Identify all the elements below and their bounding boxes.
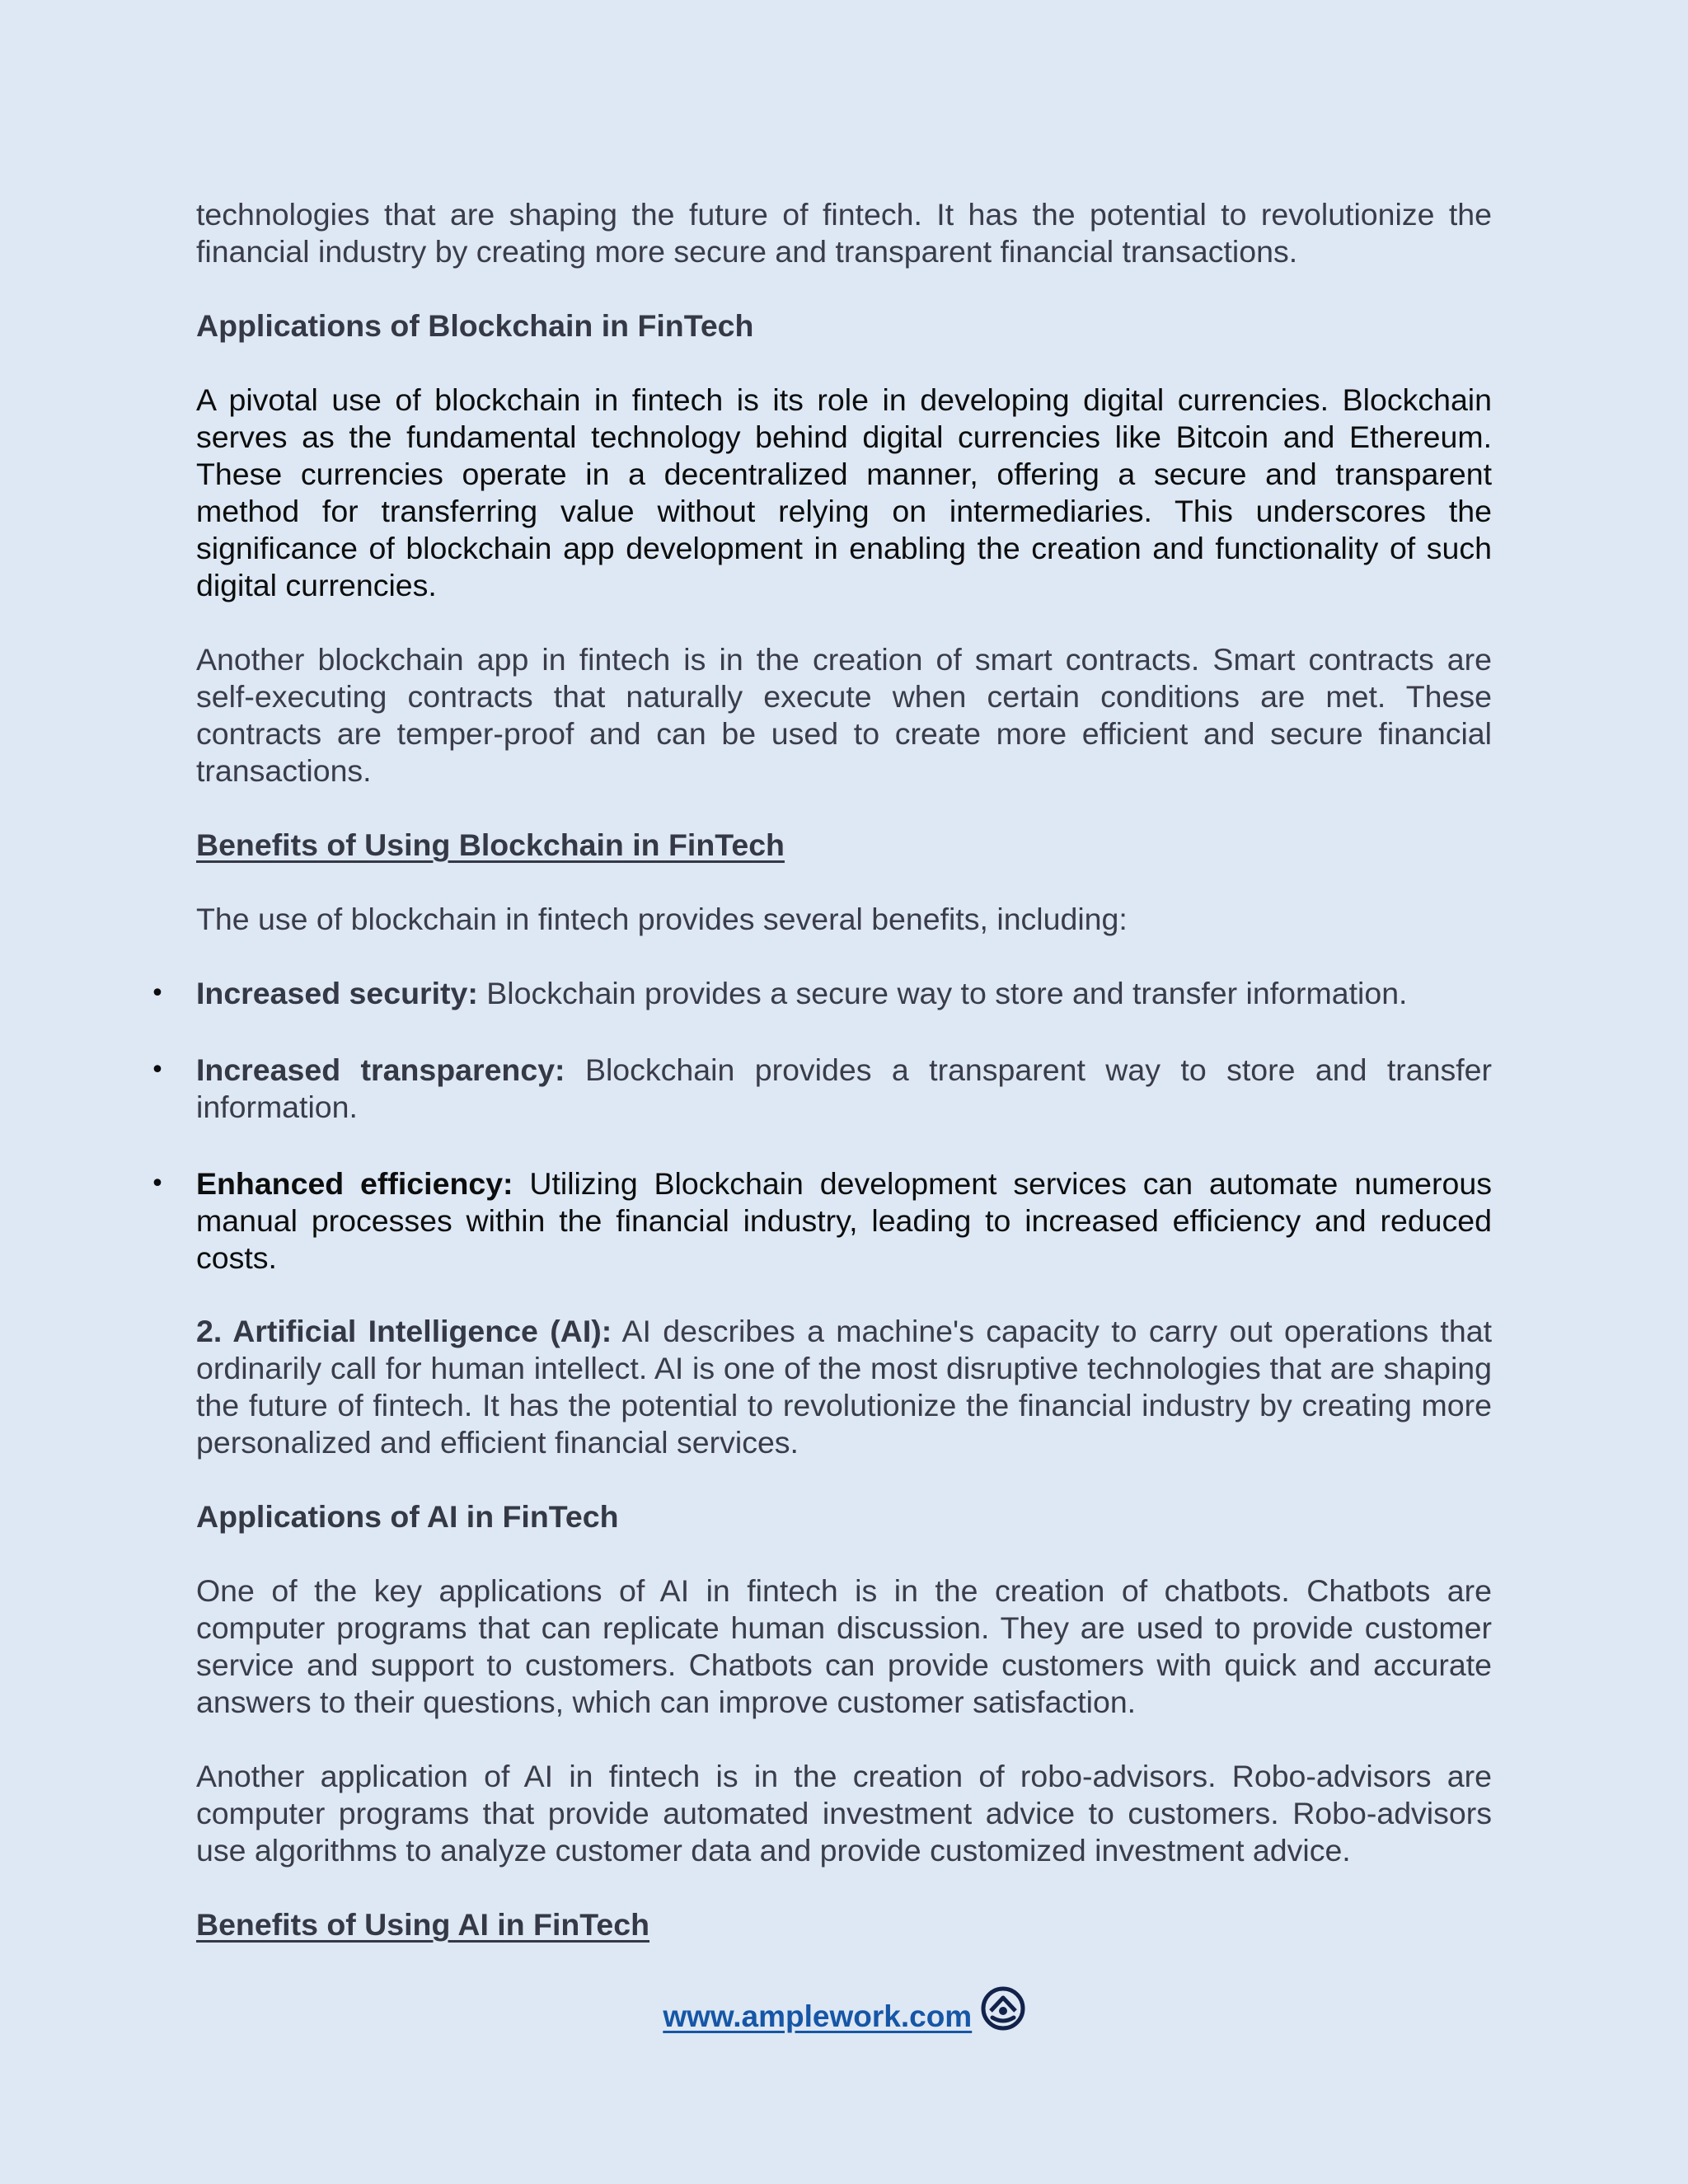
- benefit-text: Utilizing Blockchain development services can automate numerous manual processes within the financial industry, leading to increased efficiency and reduced costs.: [196, 1166, 1492, 1275]
- website-link[interactable]: www.amplework.com: [663, 1999, 973, 2033]
- benefit-text: Blockchain provides a transparent way to store and transfer information.: [196, 1052, 1492, 1124]
- ai-applications-heading: Applications of AI in FinTech: [196, 1499, 619, 1534]
- bullet-icon: •: [150, 979, 165, 1008]
- bullet-icon: •: [150, 1169, 165, 1198]
- ai-section-paragraph: [196, 1313, 1492, 1461]
- blockchain-applications-paragraph-2: Another blockchain app in fintech is in the creation of smart contracts. Smart contracts are self-executing contracts that naturally execute when certain conditions are met. These contracts are temper-proof and can be used to create more efficient and secure financial transactions.: [196, 642, 1492, 788]
- benefit-label: Enhanced efficiency:: [196, 1166, 513, 1201]
- page-footer: [0, 1994, 1688, 2039]
- blockchain-benefits-heading: Benefits of Using Blockchain in FinTech: [196, 827, 785, 862]
- list-item: [150, 1165, 1492, 1277]
- ai-benefits-heading: Benefits of Using AI in FinTech: [196, 1907, 650, 1942]
- bullet-icon: •: [150, 1056, 165, 1085]
- intro-paragraph: technologies that are shaping the future of fintech. It has the potential to revolutionize the financial industry by creating more secure and transparent financial transactions.: [196, 197, 1492, 269]
- blockchain-applications-heading: Applications of Blockchain in FinTech: [196, 308, 754, 343]
- list-item: [150, 1052, 1492, 1126]
- list-item: [150, 975, 1492, 1012]
- benefit-label: Increased security:: [196, 976, 478, 1010]
- ai-section-label: 2. Artificial Intelligence (AI):: [196, 1314, 612, 1348]
- ai-section-text: AI describes a machine's capacity to carry out operations that ordinarily call for human intellect. AI is one of the most disruptive technologies that are shaping the future of fintech. It has the potential to revolutionize the financial industry by creating more personalized and efficient financial services.: [196, 1314, 1492, 1460]
- ai-applications-paragraph-2: Another application of AI in fintech is in the creation of robo-advisors. Robo-advisors are computer programs that provide automated investment advice to customers. Robo-advisors use algorithms to analyze customer data and provide customized investment advice.: [196, 1759, 1492, 1868]
- blockchain-benefits-intro: The use of blockchain in fintech provides several benefits, including:: [196, 902, 1128, 936]
- blockchain-applications-paragraph-1: A pivotal use of blockchain in fintech is its role in developing digital currencies. Blockchain serves as the fundamental technology behind digital currencies like Bitcoin and Ethereum. These currencies operate in a decentralized manner, offering a secure and transparent method for transferring value without relying on intermediaries. This underscores the significance of blockchain app development in enabling the creation and functionality of such digital currencies.: [196, 382, 1492, 602]
- document-body: [150, 196, 1492, 1980]
- amplework-logo-icon: [981, 1986, 1025, 2031]
- blockchain-benefits-list: [150, 975, 1492, 1277]
- benefit-text: Blockchain provides a secure way to store and transfer information.: [477, 976, 1408, 1010]
- benefit-label: Increased transparency:: [196, 1052, 565, 1087]
- ai-applications-paragraph-1: One of the key applications of AI in fintech is in the creation of chatbots. Chatbots are computer programs that can replicate human discussion. They are used to provide customer service and support to customers. Chatbots can provide customers with quick and accurate answers to their questions, which can improve customer satisfaction.: [196, 1573, 1492, 1719]
